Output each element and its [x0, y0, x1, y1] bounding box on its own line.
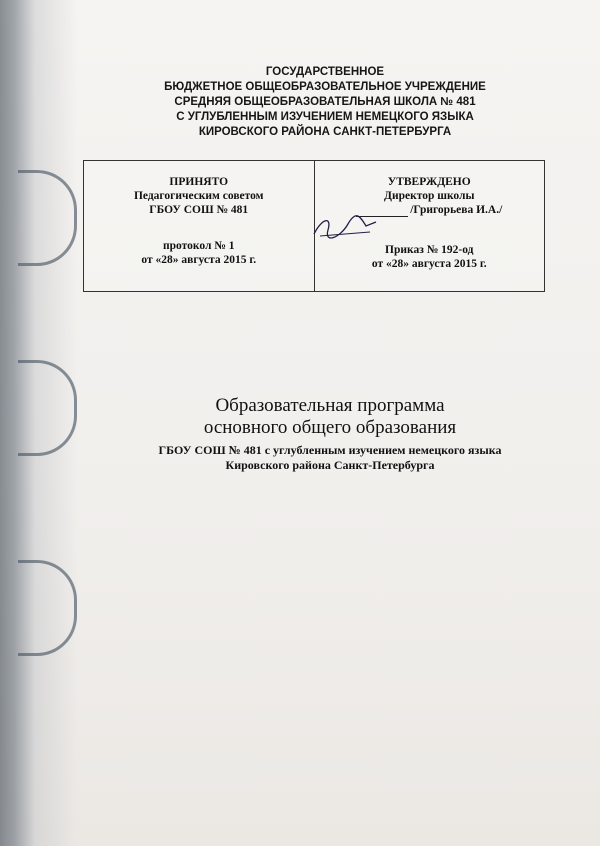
accepted-protocol: протокол № 1 — [163, 240, 235, 252]
program-subtitle: основного общего образования — [203, 417, 457, 438]
school-header — [90, 65, 560, 140]
header-line: С УГЛУБЛЕННЫМ ИЗУЧЕНИЕМ НЕМЕЦКОГО ЯЗЫКА — [176, 111, 474, 123]
program-district: Кировского района Санкт-Петербурга — [225, 458, 435, 472]
header-line: ГОСУДАРСТВЕННОЕ — [265, 66, 385, 78]
director-name: /Григорьева И.А./ — [410, 204, 503, 216]
header-line: СРЕДНЯЯ ОБЩЕОБРАЗОВАТЕЛЬНАЯ ШКОЛА № 481 — [174, 96, 476, 108]
approved-order: Приказ № 192-од — [385, 244, 474, 256]
approved-date: от «28» августа 2015 г. — [371, 258, 487, 270]
program-title-block — [90, 395, 570, 473]
approved-heading: УТВЕРЖДЕНО — [387, 176, 471, 188]
header-line: БЮДЖЕТНОЕ ОБЩЕОБРАЗОВАТЕЛЬНОЕ УЧРЕЖДЕНИЕ — [164, 81, 486, 93]
approved-position: Директор школы — [384, 190, 475, 202]
accepted-heading: ПРИНЯТО — [169, 176, 229, 188]
accepted-date: от «28» августа 2015 г. — [141, 254, 257, 266]
header-line: КИРОВСКОГО РАЙОНА САНКТ-ПЕТЕРБУРГА — [198, 126, 452, 138]
director-signature — [310, 212, 380, 242]
accepted-school: ГБОУ СОШ № 481 — [149, 204, 249, 216]
program-title: Образовательная программа — [215, 395, 445, 416]
accepted-cell — [84, 161, 314, 291]
program-school: ГБОУ СОШ № 481 с углубленным изучением немецкого языка — [158, 443, 502, 457]
accepted-council: Педагогическим советом — [133, 190, 264, 202]
